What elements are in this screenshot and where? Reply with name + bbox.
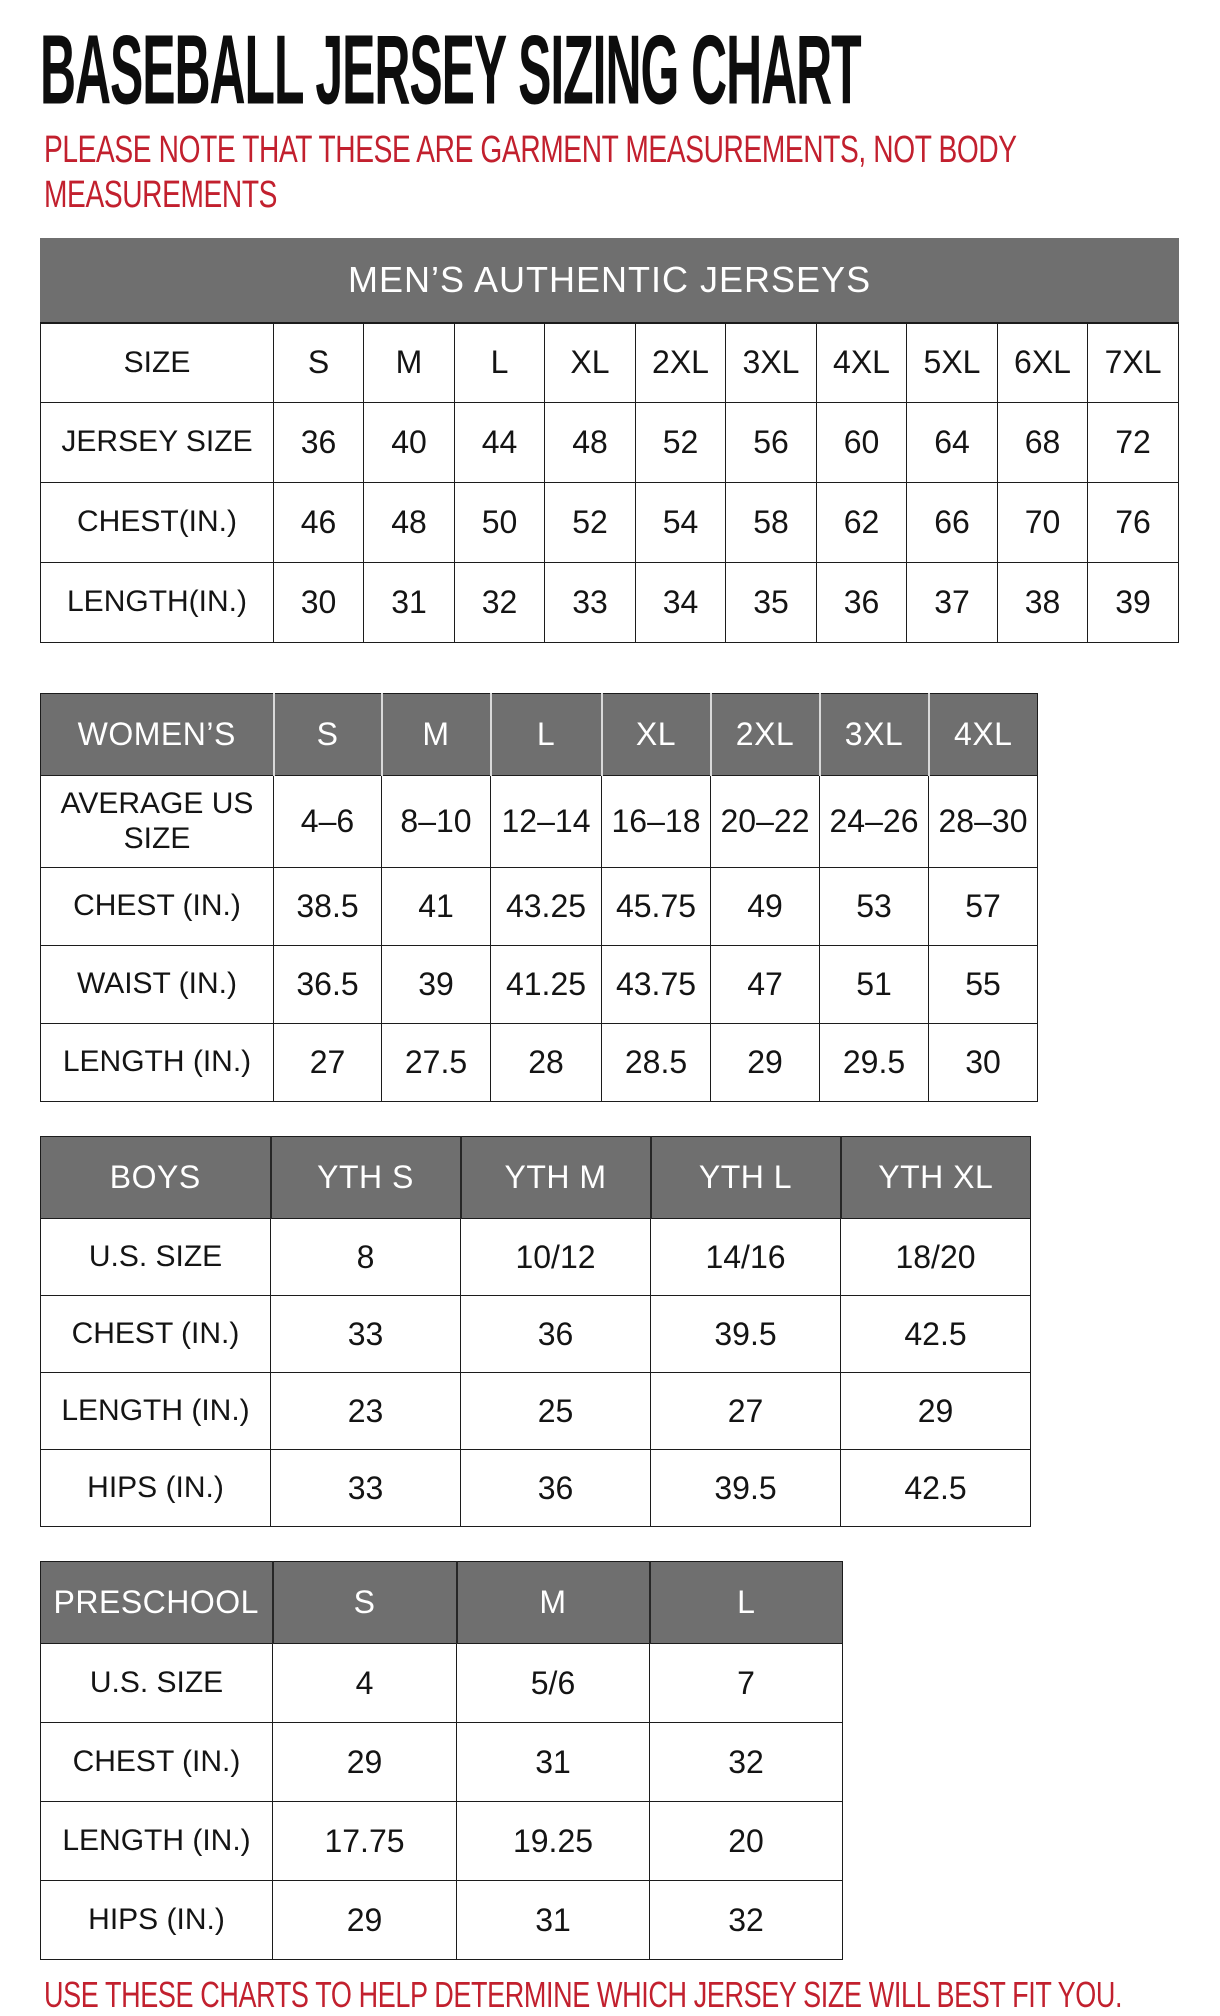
preschool-table-row	[41, 1881, 843, 1960]
mens-value-cell: 36	[274, 403, 364, 483]
preschool-value-cell: 29	[273, 1881, 457, 1960]
boys-table-row	[41, 1219, 1031, 1296]
mens-value-cell: 31	[364, 563, 455, 643]
boys-value-cell: 8	[271, 1219, 461, 1296]
boys-value-cell: 18/20	[841, 1219, 1031, 1296]
preschool-value-cell: 31	[457, 1881, 650, 1960]
boys-value-cell: 39.5	[651, 1296, 841, 1373]
boys-value-cell: 36	[461, 1450, 651, 1527]
boys-value-cell: 29	[841, 1373, 1031, 1450]
mens-value-cell: 44	[455, 403, 545, 483]
womens-value-cell: 28.5	[602, 1024, 711, 1102]
mens-value-cell: 64	[907, 403, 998, 483]
preschool-value-cell: 20	[650, 1802, 843, 1881]
mens-value-cell: 39	[1088, 563, 1179, 643]
mens-value-cell: 52	[636, 403, 726, 483]
preschool-value-cell: 4	[273, 1644, 457, 1723]
preschool-value-cell: 17.75	[273, 1802, 457, 1881]
preschool-row-label: HIPS (IN.)	[41, 1881, 273, 1960]
page-title: BASEBALL JERSEY SIZING CHART	[40, 15, 861, 126]
preschool-header-label: PRESCHOOL	[41, 1562, 273, 1644]
mens-value-cell: 5XL	[907, 323, 998, 403]
preschool-table-row	[41, 1802, 843, 1881]
womens-size-column-header: S	[274, 694, 382, 776]
womens-value-cell: 20–22	[711, 776, 820, 868]
boys-size-column-header: YTH M	[461, 1137, 651, 1219]
mens-row-label: CHEST(IN.)	[41, 483, 274, 563]
mens-row-label: LENGTH(IN.)	[41, 563, 274, 643]
boys-row-label: U.S. SIZE	[41, 1219, 271, 1296]
womens-value-cell: 16–18	[602, 776, 711, 868]
boys-table-row	[41, 1296, 1031, 1373]
womens-size-column-header: L	[491, 694, 602, 776]
mens-value-cell: 50	[455, 483, 545, 563]
preschool-value-cell: 29	[273, 1723, 457, 1802]
womens-size-column-header: XL	[602, 694, 711, 776]
boys-table	[40, 1136, 1031, 1527]
boys-header-label: BOYS	[41, 1137, 271, 1219]
womens-value-cell: 47	[711, 946, 820, 1024]
mens-value-cell: 66	[907, 483, 998, 563]
mens-value-cell: S	[274, 323, 364, 403]
womens-value-cell: 29	[711, 1024, 820, 1102]
mens-value-cell: 2XL	[636, 323, 726, 403]
boys-value-cell: 42.5	[841, 1296, 1031, 1373]
boys-value-cell: 10/12	[461, 1219, 651, 1296]
preschool-row-label: CHEST (IN.)	[41, 1723, 273, 1802]
womens-row-label: WAIST (IN.)	[41, 946, 274, 1024]
womens-table-row	[41, 1024, 1038, 1102]
womens-value-cell: 41.25	[491, 946, 602, 1024]
womens-header-label: WOMEN’S	[41, 694, 274, 776]
boys-sizing-table	[40, 1136, 1220, 1527]
mens-table-row	[41, 563, 1179, 643]
mens-value-cell: 60	[817, 403, 907, 483]
mens-value-cell: 40	[364, 403, 455, 483]
womens-value-cell: 12–14	[491, 776, 602, 868]
boys-row-label: LENGTH (IN.)	[41, 1373, 271, 1450]
mens-value-cell: 54	[636, 483, 726, 563]
womens-value-cell: 38.5	[274, 868, 382, 946]
womens-value-cell: 24–26	[820, 776, 929, 868]
womens-value-cell: 57	[929, 868, 1038, 946]
preschool-size-column-header: L	[650, 1562, 843, 1644]
mens-value-cell: 7XL	[1088, 323, 1179, 403]
boys-value-cell: 25	[461, 1373, 651, 1450]
mens-value-cell: 37	[907, 563, 998, 643]
boys-row-label: CHEST (IN.)	[41, 1296, 271, 1373]
preschool-sizing-table	[40, 1561, 1220, 1960]
preschool-value-cell: 31	[457, 1723, 650, 1802]
mens-value-cell: L	[455, 323, 545, 403]
mens-sizing-table	[40, 238, 1220, 643]
boys-table-row	[41, 1373, 1031, 1450]
footer-advice-text: USE THESE CHARTS TO HELP DETERMINE WHICH JERSEY SIZE WILL BEST FIT YOU.	[44, 1974, 1123, 2015]
mens-value-cell: 34	[636, 563, 726, 643]
womens-size-column-header: 3XL	[820, 694, 929, 776]
boys-size-column-header: YTH S	[271, 1137, 461, 1219]
womens-value-cell: 43.75	[602, 946, 711, 1024]
womens-value-cell: 8–10	[382, 776, 491, 868]
mens-table-row	[41, 323, 1179, 403]
mens-value-cell: 33	[545, 563, 636, 643]
mens-value-cell: 36	[817, 563, 907, 643]
preschool-table-row	[41, 1723, 843, 1802]
womens-value-cell: 43.25	[491, 868, 602, 946]
preschool-table	[40, 1561, 843, 1960]
boys-value-cell: 39.5	[651, 1450, 841, 1527]
mens-value-cell: 38	[998, 563, 1088, 643]
preschool-size-column-header: S	[273, 1562, 457, 1644]
mens-value-cell: 3XL	[726, 323, 817, 403]
mens-value-cell: 68	[998, 403, 1088, 483]
womens-value-cell: 41	[382, 868, 491, 946]
womens-sizing-table	[40, 693, 1220, 1102]
boys-size-column-header: YTH L	[651, 1137, 841, 1219]
preschool-value-cell: 7	[650, 1644, 843, 1723]
mens-table	[40, 238, 1179, 643]
mens-value-cell: 35	[726, 563, 817, 643]
preschool-value-cell: 5/6	[457, 1644, 650, 1723]
mens-value-cell: 76	[1088, 483, 1179, 563]
mens-value-cell: 72	[1088, 403, 1179, 483]
boys-value-cell: 33	[271, 1450, 461, 1527]
womens-row-label: AVERAGE US SIZE	[41, 776, 274, 868]
preschool-row-label: U.S. SIZE	[41, 1644, 273, 1723]
womens-value-cell: 49	[711, 868, 820, 946]
mens-value-cell: 70	[998, 483, 1088, 563]
mens-value-cell: 56	[726, 403, 817, 483]
preschool-value-cell: 32	[650, 1723, 843, 1802]
boys-size-column-header: YTH XL	[841, 1137, 1031, 1219]
boys-row-label: HIPS (IN.)	[41, 1450, 271, 1527]
womens-table-row	[41, 946, 1038, 1024]
preschool-row-label: LENGTH (IN.)	[41, 1802, 273, 1881]
garment-measurement-note: PLEASE NOTE THAT THESE ARE GARMENT MEASUREMENTS, NOT BODY MEASUREMENTS	[44, 129, 1017, 216]
preschool-value-cell: 32	[650, 1881, 843, 1960]
boys-value-cell: 14/16	[651, 1219, 841, 1296]
boys-value-cell: 42.5	[841, 1450, 1031, 1527]
womens-size-column-header: 4XL	[929, 694, 1038, 776]
mens-table-row	[41, 483, 1179, 563]
womens-value-cell: 30	[929, 1024, 1038, 1102]
womens-value-cell: 45.75	[602, 868, 711, 946]
mens-value-cell: 4XL	[817, 323, 907, 403]
mens-value-cell: 52	[545, 483, 636, 563]
preschool-value-cell: 19.25	[457, 1802, 650, 1881]
mens-value-cell: M	[364, 323, 455, 403]
mens-value-cell: 48	[545, 403, 636, 483]
mens-row-label: JERSEY SIZE	[41, 403, 274, 483]
womens-value-cell: 29.5	[820, 1024, 929, 1102]
womens-row-label: LENGTH (IN.)	[41, 1024, 274, 1102]
womens-value-cell: 4–6	[274, 776, 382, 868]
preschool-size-column-header: M	[457, 1562, 650, 1644]
mens-value-cell: 46	[274, 483, 364, 563]
mens-value-cell: 32	[455, 563, 545, 643]
womens-value-cell: 55	[929, 946, 1038, 1024]
mens-row-label: SIZE	[41, 323, 274, 403]
womens-value-cell: 53	[820, 868, 929, 946]
mens-banner: MEN’S AUTHENTIC JERSEYS	[41, 239, 1179, 323]
womens-size-column-header: 2XL	[711, 694, 820, 776]
womens-value-cell: 28–30	[929, 776, 1038, 868]
womens-value-cell: 39	[382, 946, 491, 1024]
mens-value-cell: 48	[364, 483, 455, 563]
mens-table-row	[41, 403, 1179, 483]
mens-value-cell: 6XL	[998, 323, 1088, 403]
womens-size-column-header: M	[382, 694, 491, 776]
boys-value-cell: 23	[271, 1373, 461, 1450]
womens-value-cell: 51	[820, 946, 929, 1024]
boys-value-cell: 27	[651, 1373, 841, 1450]
womens-table-row	[41, 868, 1038, 946]
womens-table	[40, 693, 1038, 1102]
boys-table-row	[41, 1450, 1031, 1527]
womens-value-cell: 27.5	[382, 1024, 491, 1102]
preschool-table-row	[41, 1644, 843, 1723]
womens-row-label: CHEST (IN.)	[41, 868, 274, 946]
mens-value-cell: 62	[817, 483, 907, 563]
boys-value-cell: 33	[271, 1296, 461, 1373]
womens-value-cell: 36.5	[274, 946, 382, 1024]
womens-value-cell: 27	[274, 1024, 382, 1102]
boys-value-cell: 36	[461, 1296, 651, 1373]
mens-value-cell: 58	[726, 483, 817, 563]
womens-table-row	[41, 776, 1038, 868]
mens-value-cell: XL	[545, 323, 636, 403]
womens-value-cell: 28	[491, 1024, 602, 1102]
mens-value-cell: 30	[274, 563, 364, 643]
